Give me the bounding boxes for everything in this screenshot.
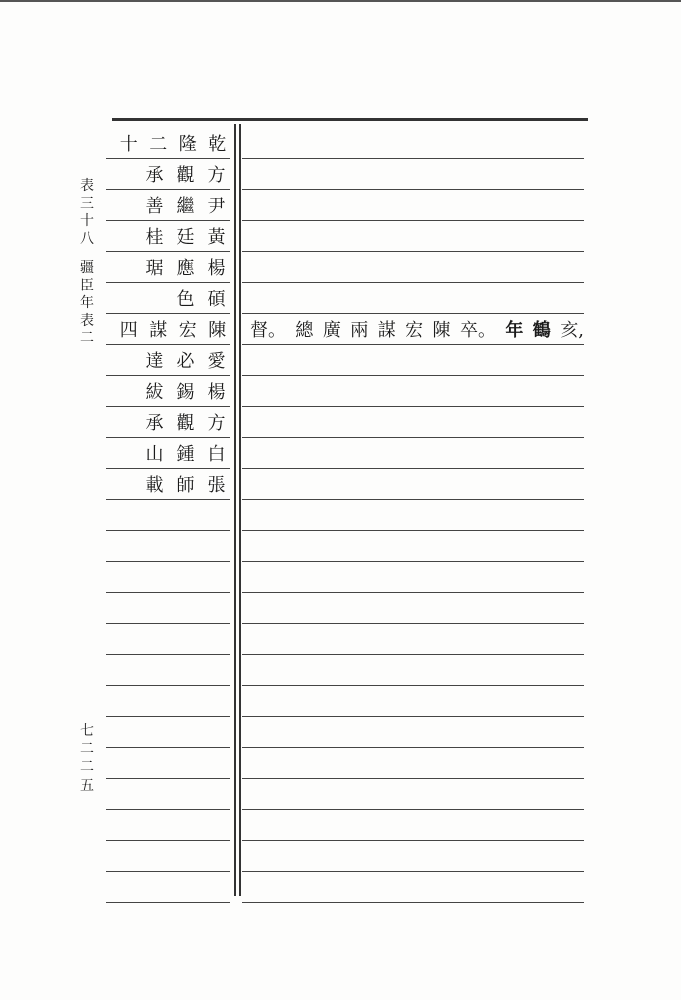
name-cell <box>114 406 232 437</box>
row-rule-right <box>242 499 584 500</box>
name-char: 楊 <box>207 381 226 403</box>
name-char: 四 <box>119 319 138 341</box>
row-rule-right <box>242 716 584 717</box>
row-rule-right <box>242 902 584 903</box>
row-rule-right <box>242 623 584 624</box>
name-char: 二 <box>149 133 168 155</box>
event-char: 督。 <box>250 319 286 341</box>
margin-char: 二 <box>80 330 94 346</box>
row-rule-right <box>242 592 584 593</box>
row-rule-left <box>106 623 230 624</box>
page-top-border <box>0 0 681 2</box>
name-cell <box>114 313 232 344</box>
row-rule-right <box>242 375 584 376</box>
name-char: 善 <box>145 195 164 217</box>
table-top-rule <box>112 118 588 121</box>
margin-char: 三 <box>80 195 94 212</box>
name-char: 必 <box>176 350 195 372</box>
row-rule-left <box>106 654 230 655</box>
name-char: 廷 <box>176 226 195 248</box>
name-char: 繼 <box>176 195 195 217</box>
page-number-char: 五 <box>80 777 94 794</box>
event-char: 總 <box>295 319 314 341</box>
column-divider <box>234 124 236 896</box>
row-rule-right <box>242 840 584 841</box>
event-cell <box>250 313 584 344</box>
event-char: 陳 <box>432 319 451 341</box>
name-char: 尹 <box>207 195 226 217</box>
row-rule-left <box>106 778 230 779</box>
event-char: 卒。 <box>459 319 496 341</box>
name-char: 師 <box>176 474 195 496</box>
name-char: 載 <box>145 474 164 496</box>
row-rule-right <box>242 251 584 252</box>
name-cell <box>114 437 232 468</box>
event-char: 兩 <box>350 319 369 341</box>
name-char: 張 <box>207 474 226 496</box>
name-cell <box>114 344 232 375</box>
name-cell <box>114 158 232 189</box>
name-cell <box>114 189 232 220</box>
row-rule-left <box>106 592 230 593</box>
row-rule-left <box>106 561 230 562</box>
name-char: 鍾 <box>176 443 195 465</box>
name-char: 色 <box>176 288 195 310</box>
name-char: 十 <box>119 133 138 155</box>
name-char: 應 <box>176 257 195 279</box>
name-char: 達 <box>145 350 164 372</box>
page-number-char: 二 <box>80 741 94 758</box>
name-char: 乾 <box>208 133 227 155</box>
row-rule-right <box>242 468 584 469</box>
margin-char: 表 <box>80 178 94 194</box>
name-char: 觀 <box>176 164 195 186</box>
row-rule-right <box>242 778 584 779</box>
row-rule-right <box>242 220 584 221</box>
name-char: 愛 <box>207 350 226 372</box>
row-rule-left <box>106 685 230 686</box>
event-char: 謀 <box>377 319 396 341</box>
row-rule-left <box>106 809 230 810</box>
row-rule-right <box>242 437 584 438</box>
row-rule-left <box>106 902 230 903</box>
name-char: 碩 <box>207 288 226 310</box>
name-cell <box>114 375 232 406</box>
margin-char: 疆 <box>80 260 94 276</box>
name-char: 承 <box>145 412 164 434</box>
event-char: 鶴 <box>532 319 551 341</box>
name-char: 方 <box>207 412 226 434</box>
event-char: 年 <box>505 319 524 341</box>
name-cell <box>114 220 232 251</box>
row-rule-right <box>242 747 584 748</box>
row-rule-right <box>242 809 584 810</box>
name-char: 紱 <box>145 381 164 403</box>
row-rule-right <box>242 158 584 159</box>
event-char: 宏 <box>405 319 424 341</box>
event-char: 亥, <box>560 319 584 341</box>
name-char: 方 <box>207 164 226 186</box>
name-char: 觀 <box>176 412 195 434</box>
name-char: 陳 <box>208 319 227 341</box>
name-cell <box>114 251 232 282</box>
name-char: 琚 <box>145 257 164 279</box>
row-rule-right <box>242 282 584 283</box>
name-cell <box>114 282 232 313</box>
row-rule-right <box>242 189 584 190</box>
name-char: 黃 <box>207 226 226 248</box>
event-char: 廣 <box>322 319 341 341</box>
name-char: 隆 <box>178 133 197 155</box>
name-char: 承 <box>145 164 164 186</box>
row-rule-right <box>242 871 584 872</box>
column-divider <box>239 124 241 896</box>
name-cell <box>114 468 232 499</box>
margin-char: 十 <box>80 213 94 229</box>
name-char: 楊 <box>207 257 226 279</box>
name-char: 白 <box>207 443 226 465</box>
page-number-char: 二 <box>80 759 94 776</box>
row-rule-right <box>242 406 584 407</box>
margin-char: 表 <box>80 312 94 329</box>
row-rule-right <box>242 344 584 345</box>
margin-char: 八 <box>80 230 94 247</box>
name-char: 桂 <box>145 226 164 248</box>
row-rule-left <box>106 871 230 872</box>
margin-char: 年 <box>80 295 94 311</box>
row-rule-left <box>106 747 230 748</box>
row-rule-left <box>106 530 230 531</box>
row-rule-right <box>242 530 584 531</box>
margin-char: 臣 <box>80 277 94 294</box>
row-rule-left <box>106 499 230 500</box>
row-rule-left <box>106 716 230 717</box>
name-char: 山 <box>145 443 164 465</box>
name-char: 宏 <box>178 319 197 341</box>
page-number <box>76 722 98 795</box>
page-number-char: 七 <box>80 723 94 739</box>
row-rule-right <box>242 685 584 686</box>
name-cell <box>114 127 232 158</box>
row-rule-right <box>242 654 584 655</box>
name-char: 錫 <box>176 381 195 403</box>
row-rule-left <box>106 840 230 841</box>
row-rule-right <box>242 561 584 562</box>
name-char: 謀 <box>149 319 168 341</box>
margin-title <box>76 178 98 348</box>
